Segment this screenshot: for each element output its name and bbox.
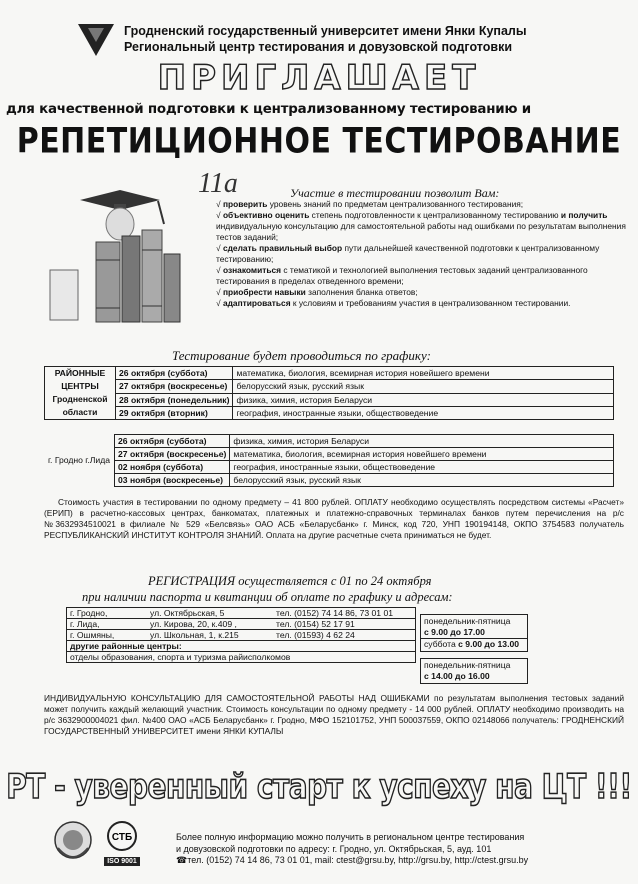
title-main: РЕПЕТИЦИОННОЕ ТЕСТИРОВАНИЕ [16,121,622,162]
schedule-subjects: физика, химия, история Беларуси [230,435,614,448]
hours-box-2 [420,658,528,684]
benefit-item: √ проверить уровень знаний по предметам централизованного тестирования; [216,199,524,209]
hours-box-1 [420,614,528,652]
university-logo-icon [76,22,116,58]
schedule-subjects: белорусский язык, русский язык [230,474,614,487]
schedule-place: г. Гродно г.Лида [44,435,115,487]
reg-city: г. Лида, [67,619,148,630]
hours-time: с 14.00 до 16.00 [424,671,490,681]
header-university: Гродненский государственный университет имени Янки Купалы [124,24,527,38]
hours-days: понедельник-пятница [424,616,511,626]
hours-time: с 9.00 до 17.00 [424,627,485,637]
cert-mark-text: СТБ [111,832,133,843]
emblem-icon [50,818,96,868]
footer-line3: тел. (0152) 74 14 86, 73 01 01, mail: ctest@grsu.by, http://grsu.by, http://ctest.grsu.by [187,855,529,865]
stb-certification-icon [104,820,140,852]
slogan: РТ - уверенный старт к успеху на ЦТ !!! [6,766,632,807]
hours-days: понедельник-пятница [424,660,511,670]
cert-text: ISO 9001 [104,857,140,866]
schedule-date: 26 октября (суббота) [115,435,230,448]
schedule-date: 28 октября (понедельник) [116,393,233,406]
benefit-item: √ сделать правильный выбор пути дальнейшей качественной подготовки к централизованному тестированию; [216,243,600,264]
reg-phone: тел. (01593) 4 62 24 [273,630,416,641]
benefits-list [216,199,636,309]
benefit-item: √ объективно оценить степень подготовленности к централизованному тестированию и получить индивидуальную консультацию для самостоятельной работы над ошибками по результатам выполнения тестов заданий; [216,210,626,242]
footer-line1: Более полную информацию можно получить в региональном центре тестирования [176,832,525,842]
books-illustration [40,190,210,330]
schedule-table-cities [44,434,614,487]
footer-line2: и довузовской подготовки по адресу: г. Гродно, ул. Октябрьская, 5, ауд. 101 [176,843,492,854]
schedule-subjects: география, иностранные языки, обществоведение [233,406,614,419]
benefit-item: √ приобрести навыки заполнения бланка ответов; [216,287,418,297]
registration-subheading: при наличии паспорта и квитанции об оплате по графику и адресам: [82,590,453,604]
header-center: Региональный центр тестирования и довузовской подготовки [124,40,513,54]
reg-other-text: отделы образования, спорта и туризма райисполкомов [67,652,416,663]
reg-city: г. Ошмяны, [67,630,148,641]
schedule-date: 02 ноября (суббота) [115,461,230,474]
reg-address: ул. Школьная, 1, к.215 [147,630,273,641]
schedule-heading: Тестирование будет проводиться по графику: [172,348,431,363]
reg-address: ул. Октябрьская, 5 [147,608,273,619]
benefit-item: √ адаптироваться к условиям и требованиям участия в централизованном тестировании. [216,298,571,308]
schedule-table-regions [44,366,614,420]
hours-days: суббота [424,639,456,649]
schedule-place: РАЙОННЫЕ ЦЕНТРЫ Гродненской области [45,367,116,420]
schedule-date: 27 октября (воскресенье) [116,380,233,393]
schedule-subjects: география, иностранные языки, обществоведение [230,461,614,474]
schedule-subjects: математика, биология, всемирная история новейшего времени [230,448,614,461]
reg-city: г. Гродно, [67,608,148,619]
schedule-date: 03 ноября (воскресенье) [115,474,230,487]
iso-certification [104,820,140,864]
schedule-subjects: математика, биология, всемирная история новейшего времени [233,367,614,380]
cost-paragraph: Стоимость участия в тестировании по одному предмету – 41 800 рублей. ОПЛАТУ необходимо осуществлять посредством системы «Расчет» (ЕРИП) в расчетно-кассовых центрах, банкоматах, платежных и платежно-справочных терминалах банков путем перечисления на р/с №3632934510021 в филиале № 529 «Белсвязь» ОАО АСБ «Беларусбанк» г. Минск, код 720, УНП 190194148, ОКПО 3754583 получатель РЕСПУБЛИКАНСКИЙ ИНСТИТУТ КОНТРОЛЯ ЗНАНИЙ. Оплата на другие расчетные счета приниматься не будет. [44,497,624,540]
reg-phone: тел. (0152) 74 14 86, 73 01 01 [273,608,416,619]
registration-heading: РЕГИСТРАЦИЯ осуществляется с 01 по 24 октября [148,574,432,588]
schedule-date: 26 октября (суббота) [116,367,233,380]
schedule-date: 29 октября (вторник) [116,406,233,419]
title-invite: ПРИГЛАШАЕТ [157,58,481,98]
subtitle: для качественной подготовки к централизованному тестированию и [6,102,531,117]
consultation-paragraph: ИНДИВИДУАЛЬНУЮ КОНСУЛЬТАЦИЮ ДЛЯ САМОСТОЯТЕЛЬНОЙ РАБОТЫ НАД ОШИБКАМИ по результатам выполнения тестовых заданий может получить каждый желающий участник. Стоимость консультации по одному предмету - 14 000 рублей. ОПЛАТУ необходимо производить на р/с 3632900004021 фил. №400 ОАО «АСБ Беларусбанк» г. Гродно, МФО 152101752, УНП 500037559, ОКПО 02148066 получатель: ГРОДНЕНСКИЙ ГОСУДАРСТВЕННЫЙ УНИВЕРСИТЕТ имени ЯНКИ КУПАЛЫ [44,693,624,736]
footer-info [176,832,528,867]
hours-time: с 9.00 до 13.00 [458,639,520,649]
handwritten-note: 11а [198,168,238,199]
registration-table [66,607,416,663]
benefit-item: √ ознакомиться с тематикой и технологией выполнения тестовых заданий централизованного тестирования в пределах отведенного времени; [216,265,588,286]
benefits-heading: Участие в тестировании позволит Вам: [290,186,500,200]
schedule-subjects: физика, химия, история Беларуси [233,393,614,406]
reg-address: ул. Кирова, 20, к.409 , [147,619,273,630]
schedule-date: 27 октября (воскресенье) [115,448,230,461]
phone-icon: ☎ [176,855,188,865]
reg-phone: тел. (0154) 52 17 91 [273,619,416,630]
schedule-subjects: белорусский язык, русский язык [233,380,614,393]
reg-other-title: другие районные центры: [67,641,416,652]
